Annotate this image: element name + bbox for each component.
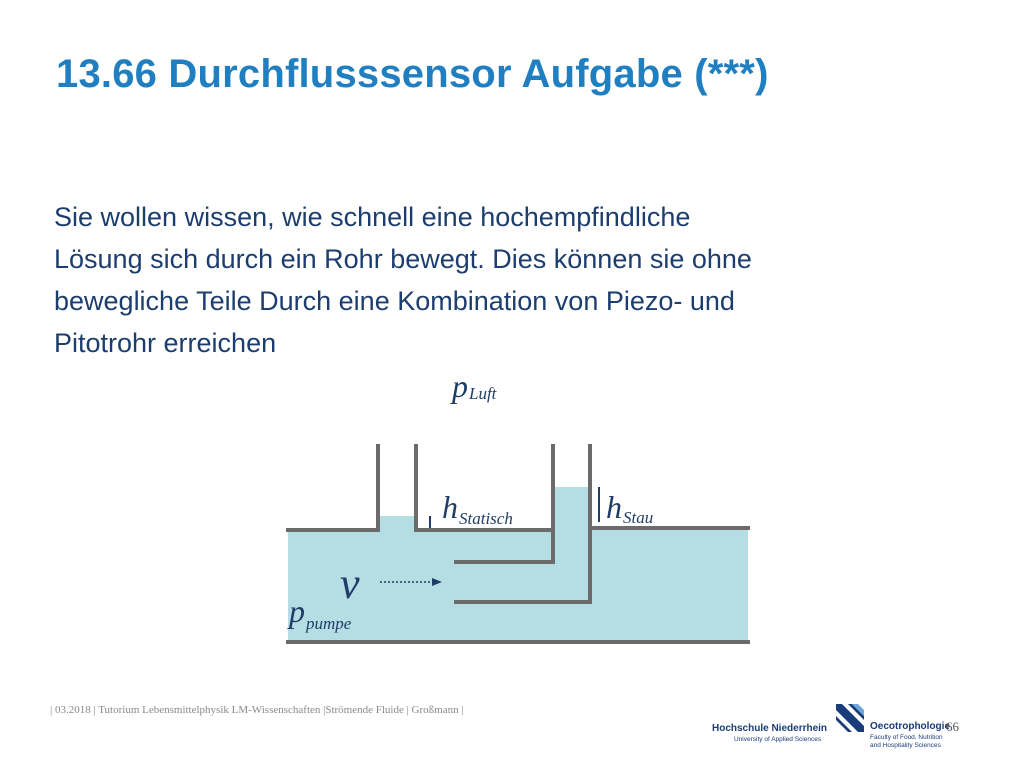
hochschule-logo-subtitle: University of Applied Sciences	[734, 736, 822, 743]
p-luft-label: pLuft	[452, 368, 497, 404]
hochschule-logo-name: Hochschule Niederrhein	[712, 723, 828, 734]
body-line: Pitotrohr erreichen	[54, 328, 277, 358]
velocity-label: v	[340, 559, 360, 608]
slide-title: 13.66 Durchflusssensor Aufgabe (***)	[56, 52, 769, 96]
slide-body-text	[54, 196, 974, 364]
h-stau-label: hStau	[606, 489, 654, 527]
flow-sensor-diagram	[270, 360, 770, 660]
h-statisch-label: hStatisch	[442, 489, 513, 528]
logo-group	[712, 700, 962, 756]
body-line: Sie wollen wissen, wie schnell eine hochempfindliche	[54, 202, 691, 232]
body-line: bewegliche Teile Durch eine Kombination von Piezo- und	[54, 286, 735, 316]
hochschule-logo-icon	[834, 702, 866, 734]
pipe-top-wall-left	[288, 446, 378, 530]
faculty-logo-subtitle: Faculty of Food, Nutrition and Hospitality Sciences	[870, 734, 943, 749]
footer-text: | 03.2018 | Tutorium Lebensmittelphysik LM-Wissenschaften |Strömende Fluide | Großmann |	[50, 704, 464, 716]
page-number: 66	[946, 719, 959, 734]
body-line: Lösung sich durch ein Rohr bewegt. Dies können sie ohne	[54, 244, 752, 274]
p-pumpe-label: ppumpe	[289, 593, 352, 633]
faculty-logo-name: Oecotrophologie	[870, 721, 950, 732]
